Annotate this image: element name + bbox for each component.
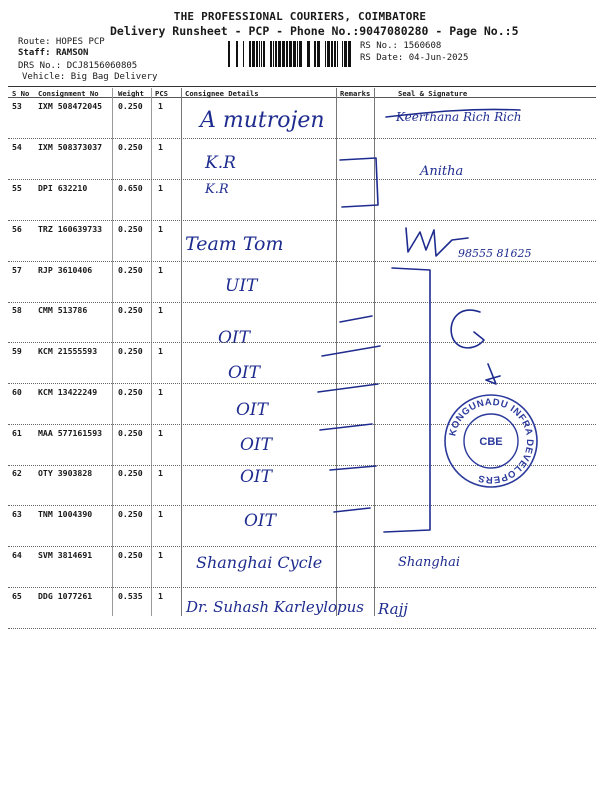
row-consignment-no: IXM 508472045 (38, 101, 103, 111)
staff-value: RAMSON (55, 48, 89, 58)
row-seal-handwriting: 98555 81625 (458, 247, 532, 260)
row-weight: 0.250 (118, 224, 143, 234)
row-consignee-handwriting: K.R (205, 182, 229, 197)
dash-stroke (330, 466, 376, 470)
row-pcs: 1 (158, 591, 163, 601)
row-weight: 0.250 (118, 305, 143, 315)
company-title: THE PROFESSIONAL COURIERS, COIMBATORE (173, 10, 427, 23)
row-consignment-no: DDG 1077261 (38, 591, 93, 601)
route-label: Route: HOPES PCP (18, 37, 105, 47)
row-consignee-handwriting: OIT (244, 511, 276, 531)
row-weight: 0.250 (118, 550, 143, 560)
row-pcs: 1 (158, 468, 163, 478)
row-pcs: 1 (158, 224, 163, 234)
row-pcs: 1 (158, 101, 163, 111)
row-sno: 61 (12, 428, 22, 438)
row-sno: 62 (12, 468, 22, 478)
dash-stroke (318, 384, 378, 392)
rs-date: RS Date: 04-Jun-2025 (360, 53, 469, 63)
row-sno: 55 (12, 183, 22, 193)
row-consignment-no: CMM 513786 (38, 305, 88, 315)
row-consignment-no: MAA 577161593 (38, 428, 103, 438)
row-consignment-no: TNM 1004390 (38, 509, 93, 519)
row-consignment-no: IXM 508373037 (38, 142, 103, 152)
col-header-seal: Seal & Signature (398, 89, 468, 98)
row-consignee-handwriting: Dr. Suhash Karleylopus (186, 598, 365, 616)
row-pcs: 1 (158, 428, 163, 438)
row-seal-handwriting: Rajj (378, 600, 408, 618)
row-consignee-handwriting: K.R (205, 153, 236, 173)
bracket-stroke (384, 268, 430, 532)
row-weight: 0.650 (118, 183, 143, 193)
col-header-pcs: PCS (155, 89, 168, 98)
row-consignee-handwriting: OIT (228, 363, 260, 383)
row-sno: 60 (12, 387, 22, 397)
signature-stroke (406, 228, 468, 256)
row-weight: 0.250 (118, 387, 143, 397)
row-pcs: 1 (158, 550, 163, 560)
rs-number: RS No.: 1560608 (360, 41, 442, 51)
row-consignment-no: RJP 3610406 (38, 265, 93, 275)
row-seal-handwriting: Anitha (420, 164, 464, 179)
runsheet-subtitle: Delivery Runsheet - PCP - Phone No.:9047080280 - Page No.:5 (110, 24, 519, 38)
row-sno: 54 (12, 142, 22, 152)
row-sno: 58 (12, 305, 22, 315)
row-weight: 0.250 (118, 509, 143, 519)
drs-number: DRS No.: DCJ8156060805 (18, 61, 138, 71)
row-seal-handwriting: Shanghai (398, 555, 461, 570)
row-sno: 59 (12, 346, 22, 356)
signature-stroke (386, 109, 520, 117)
row-consignment-no: KCM 13422249 (38, 387, 98, 397)
col-header-remarks: Remarks (340, 89, 371, 98)
row-weight: 0.250 (118, 265, 143, 275)
row-sno: 64 (12, 550, 22, 560)
row-pcs: 1 (158, 387, 163, 397)
col-header-consignee: Consignee Details (185, 89, 259, 98)
row-sno: 56 (12, 224, 22, 234)
row-pcs: 1 (158, 509, 163, 519)
row-weight: 0.535 (118, 591, 143, 601)
col-header-consignment: Consignment No (38, 89, 99, 98)
company-stamp (442, 392, 540, 490)
signature-stroke (486, 364, 500, 384)
row-consignee-handwriting: OIT (236, 400, 268, 420)
row-consignment-no: OTY 3903828 (38, 468, 93, 478)
row-consignment-no: KCM 21555593 (38, 346, 98, 356)
row-pcs: 1 (158, 346, 163, 356)
row-consignee-handwriting: OIT (240, 435, 272, 455)
bracket-stroke (340, 158, 378, 207)
dash-stroke (340, 316, 372, 322)
vehicle-label: Vehicle: Big Bag Delivery (22, 72, 158, 82)
row-weight: 0.250 (118, 346, 143, 356)
dash-stroke (320, 424, 372, 430)
row-pcs: 1 (158, 142, 163, 152)
row-consignment-no: TRZ 160639733 (38, 224, 103, 234)
row-consignee-handwriting: OIT (240, 467, 272, 487)
row-weight: 0.250 (118, 468, 143, 478)
row-consignee-handwriting: Team Tom (185, 233, 284, 255)
row-pcs: 1 (158, 265, 163, 275)
row-consignee-handwriting: A mutrojen (200, 108, 325, 133)
row-seal-handwriting: Keerthana Rich Rich (396, 110, 522, 124)
row-sno: 57 (12, 265, 22, 275)
staff-label: Staff: (18, 48, 51, 58)
row-weight: 0.250 (118, 428, 143, 438)
row-weight: 0.250 (118, 142, 143, 152)
row-pcs: 1 (158, 305, 163, 315)
row-sno: 65 (12, 591, 22, 601)
row-consignment-no: SVM 3814691 (38, 550, 93, 560)
row-sno: 53 (12, 101, 22, 111)
row-consignee-handwriting: OIT (218, 328, 250, 348)
row-sno: 63 (12, 509, 22, 519)
row-consignee-handwriting: UIT (225, 276, 258, 296)
stamp-center-text: CBE (479, 436, 503, 448)
dash-stroke (322, 346, 380, 356)
row-consignment-no: DPI 632210 (38, 183, 88, 193)
signature-stroke (451, 310, 484, 348)
stamp-ring-text: KONGUNADU INFRA DEVELOPERS (447, 396, 536, 486)
col-header-sno: S No (12, 89, 30, 98)
dash-stroke (334, 508, 370, 512)
row-pcs: 1 (158, 183, 163, 193)
row-weight: 0.250 (118, 101, 143, 111)
col-header-weight: Weight (118, 89, 144, 98)
row-consignee-handwriting: Shanghai Cycle (196, 553, 323, 572)
